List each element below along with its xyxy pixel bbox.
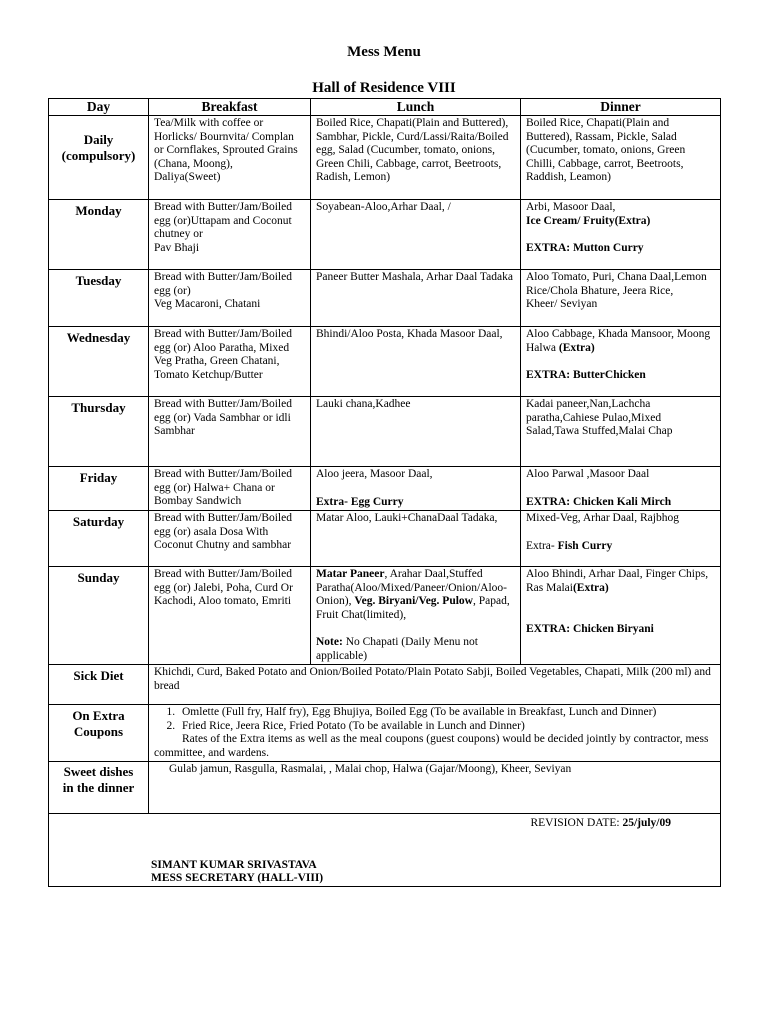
extra-coupons-list	[154, 706, 715, 733]
document-title: Mess Menu	[347, 44, 421, 60]
lunch-friday-extra-line	[316, 496, 515, 510]
breakfast-tuesday	[149, 270, 311, 327]
day-sunday: Sunday	[49, 567, 149, 665]
dinner-wednesday-tag: (Extra)	[558, 341, 595, 354]
dinner-sunday-extra: EXTRA: Chicken Biryani	[526, 623, 654, 635]
day-saturday: Saturday	[49, 511, 149, 567]
breakfast-monday-text2: Pav Bhaji	[154, 241, 200, 254]
lunch-tuesday: Paneer Butter Mashala, Arhar Daal Tadaka	[311, 270, 521, 327]
day-daily-line1: Daily	[83, 132, 114, 147]
lunch-monday: Soyabean-Aloo,Arhar Daal, /	[311, 200, 521, 270]
breakfast-friday: Bread with Butter/Jam/Boiled egg (or) Halwa+ Chana or Bombay Sandwich	[149, 467, 311, 511]
dinner-wednesday-items: Aloo Cabbage, Khada Mansoor, Moong Halwa	[526, 328, 711, 354]
secretary-name: SIMANT KUMAR SRIVASTAVA	[151, 858, 317, 871]
breakfast-daily	[149, 116, 311, 200]
lunch-sunday-text1: , Arahar Daal,Stuffed Paratha(Aloo/Mixed/Paneer/Onion/Aloo-Onion),	[316, 568, 507, 607]
document-subtitle: Hall of Residence VIII	[312, 80, 456, 96]
extra-coupons-label-line2: Coupons	[73, 724, 124, 739]
sweet-dishes-text: Gulab jamun, Rasgulla, Rasmalai, , Malai chop, Halwa (Gajar/Moong), Kheer, Seviyan	[149, 762, 721, 814]
breakfast-tuesday-text: Bread with Butter/Jam/Boiled egg (or)	[154, 271, 292, 297]
dinner-sunday	[521, 567, 721, 665]
sweet-dishes-label-line2: in the dinner	[62, 780, 135, 795]
lunch-thursday: Lauki chana,Kadhee	[311, 397, 521, 467]
header-row	[49, 99, 721, 116]
day-friday: Friday	[49, 467, 149, 511]
dinner-tuesday	[521, 270, 721, 327]
dinner-monday-text2: Ice Cream/ Fruity(Extra)	[526, 214, 651, 227]
lunch-friday-extra: Egg Curry	[350, 495, 404, 508]
secretary-role: MESS SECRETARY (HALL-VIII)	[151, 871, 324, 884]
breakfast-thursday: Bread with Butter/Jam/Boiled egg (or) Vada Sambhar or idli Sambhar	[149, 397, 311, 467]
breakfast-wednesday: Bread with Butter/Jam/Boiled egg (or) Aloo Paratha, Mixed Veg Pratha, Green Chatani, Tomato Ketchup/Butter	[149, 327, 311, 397]
mess-menu-table	[48, 98, 721, 887]
lunch-friday	[311, 467, 521, 511]
extra-coupons-label	[49, 705, 149, 762]
row-sweet-dishes	[49, 762, 721, 814]
dinner-saturday-text: Mixed-Veg, Arhar Daal, Rajbhog	[526, 512, 679, 524]
extra-coupon-item: 2. Fried Rice, Jeera Rice, Fried Potato (To be available in Lunch and Dinner)	[178, 720, 715, 734]
revision-label: REVISION DATE:	[530, 817, 620, 829]
row-tuesday	[49, 270, 721, 327]
header-day: Day	[49, 99, 149, 116]
sick-diet-label: Sick Diet	[49, 665, 149, 705]
sweet-dishes-label	[49, 762, 149, 814]
lunch-friday-extra-label: Extra-	[316, 495, 348, 508]
dinner-saturday	[521, 511, 721, 567]
lunch-daily: Boiled Rice, Chapati(Plain and Buttered), Sambhar, Pickle, Curd/Lassi/Raita/Boiled egg, Salad (Cucumber, tomato, onions, Green Chili, Cabbage, carrot, Beetroots, Radish, Lemon)	[311, 116, 521, 200]
lunch-sunday-bold2: Veg. Biryani/Veg. Pulow	[354, 595, 473, 607]
lunch-sunday-note	[316, 636, 515, 663]
dinner-tuesday-text2: Kheer/ Seviyan	[526, 298, 598, 310]
dinner-tuesday-text: Aloo Tomato, Puri, Chana Daal,Lemon Rice/Chola Bhature, Jeera Rice,	[526, 271, 707, 297]
row-friday	[49, 467, 721, 511]
sick-diet-text: Khichdi, Curd, Baked Potato and Onion/Boiled Potato/Plain Potato Sabji, Boiled Vegetables, Chapati, Milk (200 ml) and bread	[149, 665, 721, 705]
dinner-friday	[521, 467, 721, 511]
dinner-daily: Boiled Rice, Chapati(Plain and Buttered), Rassam, Pickle, Salad (Cucumber, tomato, onions, Green Chilli, Cabbage, carrot, Beetroots, Raddish, Leamon)	[521, 116, 721, 200]
extra-coupons-content	[149, 705, 721, 762]
extra-coupons-note: Rates of the Extra items as well as the meal coupons (guest coupons) would be decided jointly by contractor, mess committee, and wardens.	[154, 733, 709, 759]
dinner-saturday-extra-line	[526, 540, 715, 554]
day-daily-line2: (compulsory)	[61, 148, 136, 163]
extra-coupon-item: 1. Omlette (Full fry, Half fry), Egg Bhujiya, Boiled Egg (To be available in Breakfast, Lunch and Dinner)	[178, 706, 715, 720]
revision-date: 25/july/09	[622, 817, 671, 829]
revision-line	[54, 817, 715, 831]
header-dinner: Dinner	[521, 99, 721, 116]
dinner-sunday-tag: (Extra)	[572, 581, 609, 594]
dinner-monday-extra: EXTRA: Mutton Curry	[526, 242, 644, 254]
signature-block	[54, 859, 715, 885]
dinner-monday-text: Arbi, Masoor Daal,	[526, 201, 616, 213]
breakfast-daily-text2: Daliya(Sweet)	[154, 171, 221, 183]
row-wednesday	[49, 327, 721, 397]
lunch-sunday-text2: , Papad, Fruit Chat(limited),	[316, 595, 510, 621]
row-monday	[49, 200, 721, 270]
row-sunday	[49, 567, 721, 665]
dinner-thursday: Kadai paneer,Nan,Lachcha paratha,Cahiese Pulao,Mixed Salad,Tawa Stuffed,Malai Chap	[521, 397, 721, 467]
dinner-wednesday-text	[526, 328, 715, 355]
lunch-sunday-note-label: Note:	[316, 636, 343, 648]
lunch-sunday-text	[316, 568, 515, 622]
row-daily	[49, 116, 721, 200]
sweet-dishes-label-line1: Sweet dishes	[63, 764, 134, 779]
dinner-monday	[521, 200, 721, 270]
day-thursday: Thursday	[49, 397, 149, 467]
breakfast-saturday: Bread with Butter/Jam/Boiled egg (or) asala Dosa With Coconut Chutny and sambhar	[149, 511, 311, 567]
day-wednesday: Wednesday	[49, 327, 149, 397]
lunch-wednesday: Bhindi/Aloo Posta, Khada Masoor Daal,	[311, 327, 521, 397]
header-breakfast: Breakfast	[149, 99, 311, 116]
dinner-sunday-items: Aloo Bhindi, Arhar Daal, Finger Chips, Ras Malai	[526, 568, 709, 594]
day-monday: Monday	[49, 200, 149, 270]
dinner-saturday-extra: Fish Curry	[557, 539, 613, 552]
dinner-friday-extra: EXTRA: Chicken Kali Mirch	[526, 495, 672, 508]
dinner-sunday-text	[526, 568, 715, 595]
breakfast-monday-text: Bread with Butter/Jam/Boiled egg (or)Uttapam and Coconut chutney or	[154, 201, 292, 240]
dinner-wednesday	[521, 327, 721, 397]
day-tuesday: Tuesday	[49, 270, 149, 327]
row-saturday	[49, 511, 721, 567]
day-daily	[49, 116, 149, 200]
header-lunch: Lunch	[311, 99, 521, 116]
breakfast-sunday: Bread with Butter/Jam/Boiled egg (or) Jalebi, Poha, Curd Or Kachodi, Aloo tomato, Emriti	[149, 567, 311, 665]
footer-cell	[49, 814, 721, 887]
lunch-sunday	[311, 567, 521, 665]
row-extra-coupons	[49, 705, 721, 762]
extra-coupons-label-line1: On Extra	[72, 708, 125, 723]
lunch-sunday-note-text: No Chapati (Daily Menu not applicable)	[316, 636, 478, 662]
lunch-friday-text: Aloo jeera, Masoor Daal,	[316, 468, 433, 480]
dinner-saturday-extra-label: Extra-	[526, 539, 555, 552]
row-footer	[49, 814, 721, 887]
row-thursday	[49, 397, 721, 467]
breakfast-monday	[149, 200, 311, 270]
dinner-wednesday-extra: EXTRA: ButterChicken	[526, 369, 646, 381]
row-sick-diet	[49, 665, 721, 705]
breakfast-daily-text: Tea/Milk with coffee or Horlicks/ Bournvita/ Complan or Cornflakes, Sprouted Grains (Chana, Moong),	[154, 117, 298, 170]
lunch-sunday-bold1: Matar Paneer	[316, 568, 385, 580]
lunch-saturday: Matar Aloo, Lauki+ChanaDaal Tadaka,	[311, 511, 521, 567]
breakfast-tuesday-text2: Veg Macaroni, Chatani	[154, 298, 261, 310]
dinner-friday-text: Aloo Parwal ,Masoor Daal	[526, 468, 650, 480]
